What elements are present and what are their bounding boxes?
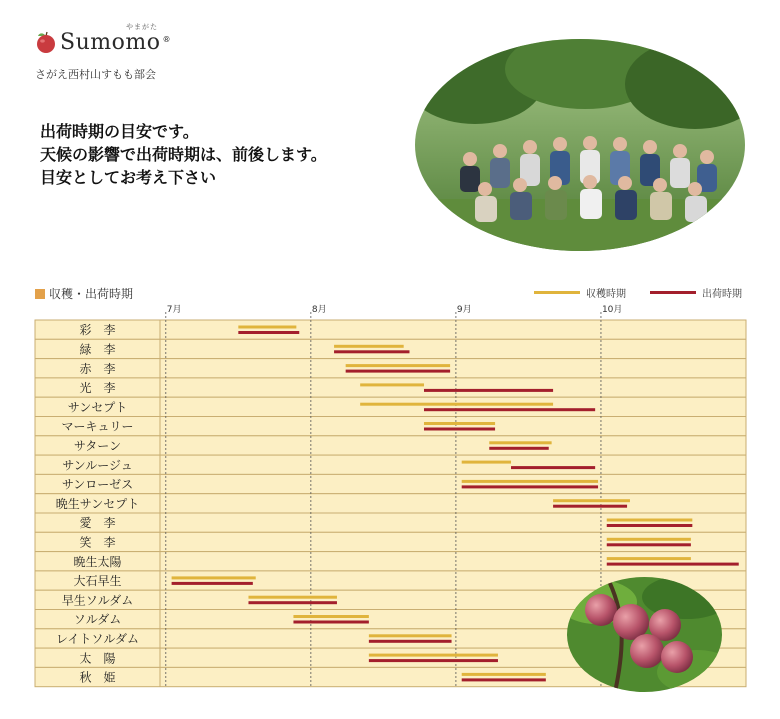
variety-name: 太 陽 <box>79 651 116 666</box>
harvest-bar <box>369 634 452 637</box>
shipping-bar <box>511 466 595 469</box>
shipping-bar <box>293 621 368 624</box>
legend-shipping-label: 出荷時期 <box>702 289 742 300</box>
harvest-bar <box>462 461 511 464</box>
variety-name: 赤 李 <box>79 361 116 376</box>
variety-name: サンセプト <box>67 400 128 415</box>
row-background <box>35 436 746 455</box>
shipping-bar <box>489 447 548 450</box>
brand-ruby: やまがた <box>126 23 158 31</box>
row-background <box>35 397 746 416</box>
harvest-bar <box>334 345 404 348</box>
row-background <box>35 474 746 493</box>
harvest-bar <box>360 403 553 406</box>
variety-name: 彩 李 <box>79 323 116 338</box>
harvest-bar <box>553 499 630 502</box>
organization-name: さがえ西村山すもも部会 <box>35 68 156 81</box>
row-background <box>35 532 746 551</box>
harvest-bar <box>462 480 598 483</box>
variety-name: レイトソルダム <box>56 631 139 646</box>
row-background <box>35 513 746 532</box>
variety-name: 笑 李 <box>79 535 116 550</box>
variety-name: 早生ソルダム <box>61 593 134 608</box>
harvest-bar <box>462 673 546 676</box>
row-background <box>35 339 746 358</box>
harvest-bar <box>248 596 336 599</box>
shipping-bar <box>424 389 553 392</box>
row-background <box>35 417 746 436</box>
row-background <box>35 552 746 571</box>
shipping-bar <box>172 582 253 585</box>
harvest-bar <box>369 654 498 657</box>
shipping-bar <box>462 485 598 488</box>
headline-line-2: 天候の影響で出荷時期は、前後します。 <box>40 145 327 164</box>
tick-label: 10月 <box>601 305 623 315</box>
tick-label: 8月 <box>311 305 327 315</box>
variety-name: サンローゼス <box>61 477 134 492</box>
harvest-bar <box>238 326 296 329</box>
variety-name: 晩生サンセプト <box>55 496 140 511</box>
tick-label: 7月 <box>166 305 182 315</box>
variety-name: 大石早生 <box>73 574 122 589</box>
variety-name: サンルージュ <box>62 458 133 473</box>
plums-on-branch-photo <box>567 577 722 692</box>
row-background <box>35 378 746 397</box>
shipping-bar <box>369 659 498 662</box>
row-background <box>35 494 746 513</box>
shipping-bar <box>369 640 452 643</box>
chart-title-text: 収穫・出荷時期 <box>49 287 134 301</box>
variety-name: サターン <box>73 438 122 453</box>
harvest-bar <box>607 519 693 522</box>
shipping-bar <box>424 408 595 411</box>
shipping-bar <box>553 505 627 508</box>
row-background <box>35 359 746 378</box>
shipping-bar <box>248 601 336 604</box>
harvest-bar <box>489 441 551 444</box>
row-background <box>35 455 746 474</box>
harvest-bar <box>607 557 691 560</box>
variety-name: ソルダム <box>73 612 122 627</box>
harvest-bar <box>607 538 691 541</box>
shipping-bar <box>607 543 691 546</box>
tick-label: 9月 <box>456 305 472 315</box>
harvest-bar <box>424 422 495 425</box>
harvest-bar <box>360 383 424 386</box>
shipping-bar <box>334 350 409 353</box>
shipping-bar <box>346 370 450 373</box>
variety-name: マーキュリー <box>61 419 134 434</box>
variety-name: 光 李 <box>79 381 116 396</box>
brand-name: Sumomo <box>60 30 161 55</box>
headline-line-3: 目安としてお考え下さい <box>40 168 217 187</box>
variety-name: 愛 李 <box>79 516 116 531</box>
shipping-bar <box>462 678 546 681</box>
variety-name: 秋 姫 <box>79 670 116 685</box>
shipping-bar <box>238 331 299 334</box>
shipping-bar <box>607 563 739 566</box>
legend-harvest-label: 収穫時期 <box>586 289 626 300</box>
registered-mark: ® <box>162 35 171 44</box>
row-background <box>35 320 746 339</box>
harvest-bar <box>172 576 256 579</box>
shipping-bar <box>607 524 693 527</box>
variety-name: 緑 李 <box>79 342 116 357</box>
variety-name: 晩生太陽 <box>73 554 122 569</box>
shipping-bar <box>424 428 495 431</box>
harvest-bar <box>293 615 368 618</box>
headline-line-1: 出荷時期の目安です。 <box>40 122 199 141</box>
harvest-bar <box>346 364 450 367</box>
